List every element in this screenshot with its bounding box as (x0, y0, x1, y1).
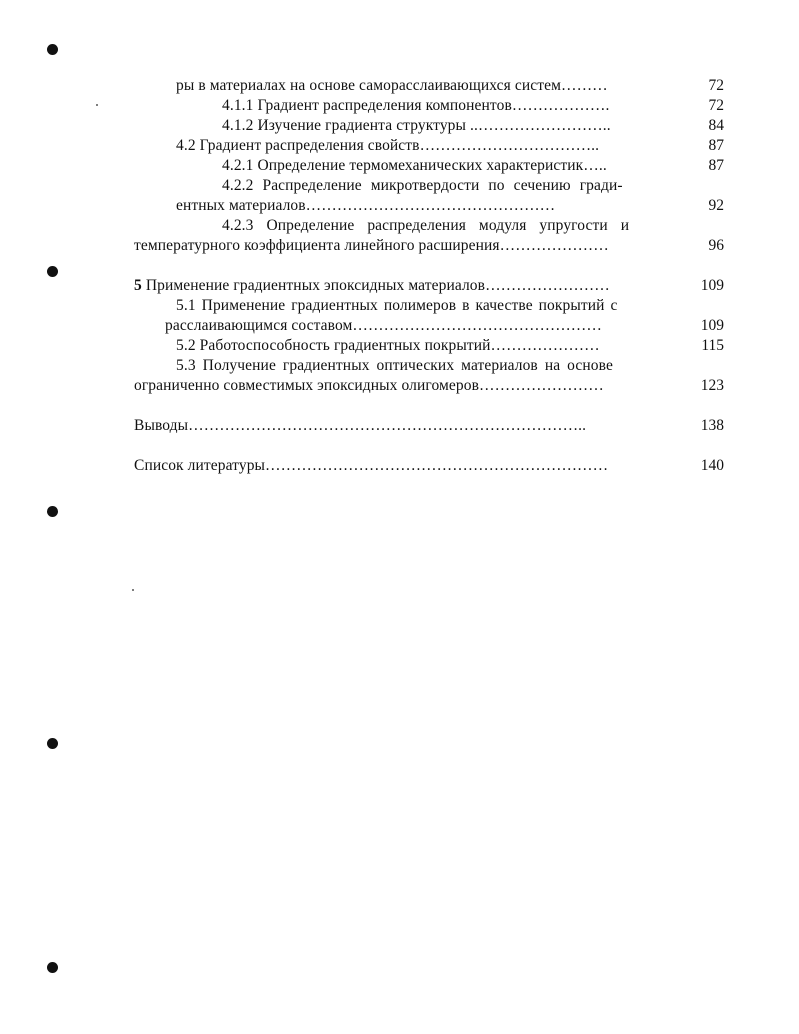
toc-line: 4.2 Градиент распределения свойств…………………………….. (176, 137, 600, 154)
toc-page-number: 140 (700, 457, 724, 474)
toc-page-number: 87 (708, 157, 724, 174)
toc-page-number: 72 (708, 77, 724, 94)
chapter-title: Применение градиентных эпоксидных материалов…………………… (145, 277, 610, 294)
toc-line: Список литературы………………………………………………………… (134, 457, 609, 474)
toc-page-number: 138 (700, 417, 724, 434)
toc-page-number: 72 (708, 97, 724, 114)
chapter-number: 5 (134, 277, 142, 294)
toc-line: ограниченно совместимых эпоксидных олигомеров…………………… (134, 377, 604, 394)
toc-line: расслаивающимся составом………………………………………… (165, 317, 603, 334)
toc-page-number: 109 (700, 317, 724, 334)
toc-page-number: 115 (701, 337, 724, 354)
toc-line: 5.3 Получение градиентных оптических материалов на основе (176, 357, 613, 374)
toc-line: Выводы………………………………………………………………….. (134, 417, 587, 434)
toc-page-number: 87 (708, 137, 724, 154)
speck (96, 104, 98, 106)
toc-line: ентных материалов………………………………………… (176, 197, 556, 214)
toc-line: 4.2.3 Определение распределения модуля упругости и (222, 217, 630, 234)
toc-page-number: 123 (700, 377, 724, 394)
toc-line: температурного коэффициента линейного расширения………………… (134, 237, 609, 254)
toc-page-number: 96 (708, 237, 724, 254)
speck (132, 589, 134, 591)
binder-hole-4 (47, 738, 58, 749)
toc-line: 5.1 Применение градиентных полимеров в качестве покрытий с (176, 297, 618, 314)
toc-line: 5.2 Работоспособность градиентных покрытий………………… (176, 337, 600, 354)
toc-page-number: 92 (708, 197, 724, 214)
toc-page-number: 84 (708, 117, 724, 134)
binder-hole-3 (47, 506, 58, 517)
toc-line: 4.2.1 Определение термомеханических характеристик….. (222, 157, 607, 174)
toc-line: 4.1.2 Изучение градиента структуры ..…………………….. (222, 117, 611, 134)
binder-hole-5 (47, 962, 58, 973)
toc-line: 4.2.2 Распределение микротвердости по сечению гради- (222, 177, 623, 194)
binder-hole-2 (47, 266, 58, 277)
binder-hole-1 (47, 44, 58, 55)
toc-page-number: 109 (700, 277, 724, 294)
toc-line: ры в материалах на основе саморасслаивающихся систем……… (176, 77, 608, 94)
toc-line: 4.1.1 Градиент распределения компонентов………………. (222, 97, 610, 114)
toc-chapter-line (134, 276, 610, 296)
